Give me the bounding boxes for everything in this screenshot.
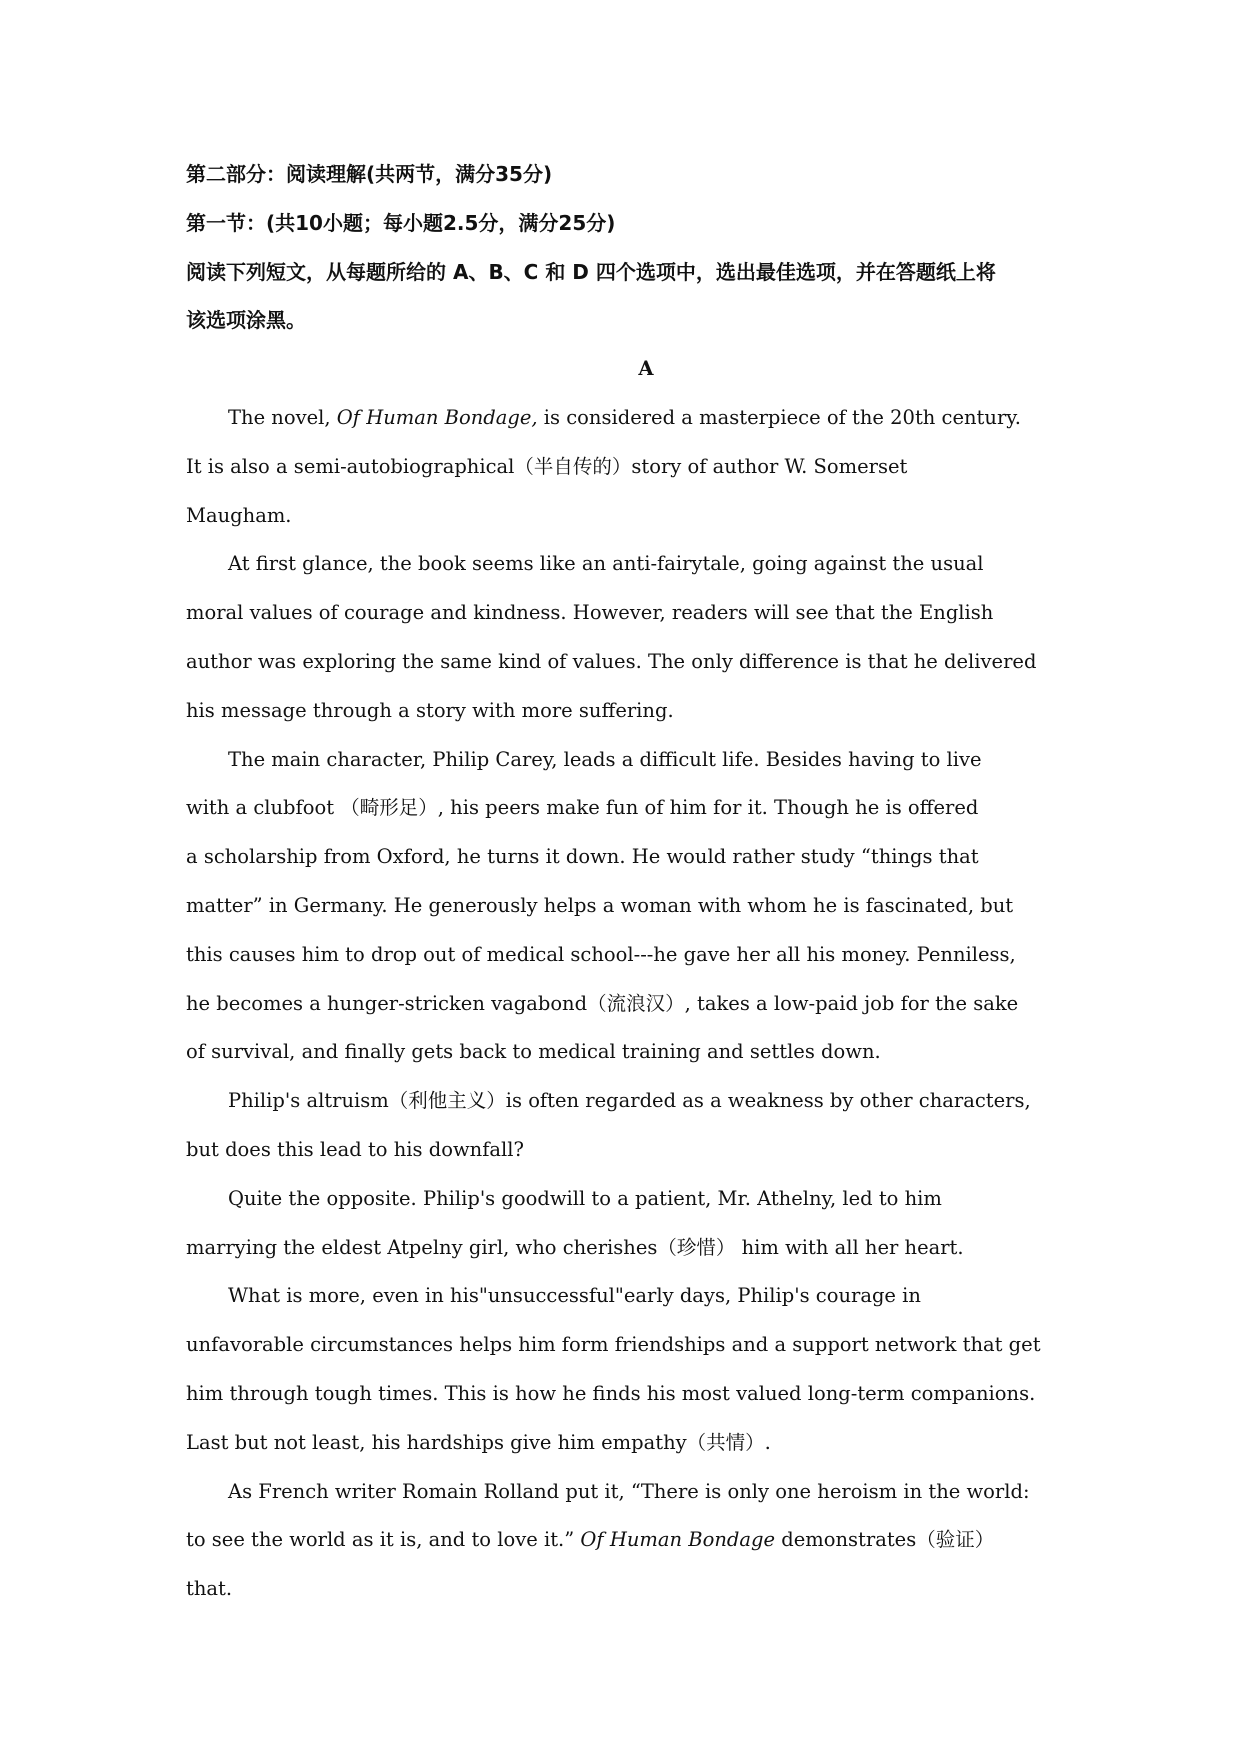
passage-text: Quite the opposite. Philip's goodwill to a patient, Mr. Athelny, led to him	[228, 1186, 942, 1210]
passage-line	[186, 1370, 1106, 1419]
document-page	[186, 150, 1106, 1614]
passage-line	[186, 882, 1106, 931]
passage-text: that.	[186, 1577, 233, 1601]
passage-text: a scholarship from Oxford, he turns it down. He would rather study “things that	[186, 845, 979, 869]
passage-line	[186, 589, 1106, 638]
passage-line	[186, 443, 1106, 492]
passage-line	[186, 492, 1106, 541]
passage-line	[186, 1224, 1106, 1273]
passage-line	[186, 833, 1106, 882]
book-title-italic: Of Human Bondage	[580, 1528, 776, 1552]
passage-text: is considered a masterpiece of the 20th century.	[537, 405, 1021, 429]
passage-text: of survival, and finally gets back to medical training and settles down.	[186, 1040, 881, 1064]
passage-line	[186, 980, 1106, 1029]
passage-line	[186, 1419, 1106, 1468]
passage-line	[186, 1028, 1106, 1077]
passage-text: Last but not least, his hardships give him empathy（共情）.	[186, 1430, 771, 1454]
passage-text: Philip's altruism（利他主义）is often regarded as a weakness by other characters,	[228, 1089, 1031, 1113]
passage-text: but does this lead to his downfall?	[186, 1137, 524, 1161]
passage-text: The main character, Philip Carey, leads a difficult life. Besides having to live	[228, 747, 982, 771]
section-title: 第一节：(共10小题；每小题2.5分，满分25分)	[186, 210, 616, 235]
passage-text: to see the world as it is, and to love it.”	[186, 1528, 581, 1552]
passage-text: It is also a semi-autobiographical（半自传的）story of author W. Somerset	[186, 454, 908, 478]
passage-letter: A	[638, 357, 654, 381]
passage-line	[186, 540, 1106, 589]
passage-line	[186, 1565, 1106, 1614]
part-title: 第二部分：阅读理解(共两节，满分35分)	[186, 162, 553, 186]
passage-text: demonstrates（验证）	[775, 1528, 995, 1552]
passage-text: with a clubfoot （畸形足）, his peers make fun of him for it. Though he is offered	[186, 796, 979, 820]
passage-text: moral values of courage and kindness. However, readers will see that the English	[186, 601, 994, 625]
passage-line	[186, 394, 1106, 443]
passage-line	[186, 1175, 1106, 1224]
passage-text: At first glance, the book seems like an anti-fairytale, going against the usual	[228, 552, 984, 576]
passage-line	[186, 1126, 1106, 1175]
passage-text: this causes him to drop out of medical school---he gave her all his money. Penniless,	[186, 942, 1016, 966]
passage-text: The novel,	[228, 405, 337, 429]
passage-line	[186, 1468, 1106, 1517]
instruction-line-2: 该选项涂黑。	[186, 308, 306, 333]
passage-line	[186, 638, 1106, 687]
passage-text: matter” in Germany. He generously helps a woman with whom he is fascinated, but	[186, 893, 1014, 917]
passage-text: him through tough times. This is how he finds his most valued long-term companions.	[186, 1381, 1036, 1405]
passage-text: he becomes a hunger-stricken vagabond（流浪汉）, takes a low-paid job for the sake	[186, 991, 1019, 1015]
passage-line	[186, 687, 1106, 736]
passage-line	[186, 1272, 1106, 1321]
passage-text: unfavorable circumstances helps him form friendships and a support network that get	[186, 1333, 1041, 1357]
passage-text: his message through a story with more suffering.	[186, 698, 674, 722]
passage-line	[186, 1516, 1106, 1565]
passage-line	[186, 736, 1106, 785]
book-title-italic: Of Human Bondage,	[336, 405, 538, 429]
passage-line	[186, 1077, 1106, 1126]
passage-body	[186, 394, 1106, 1614]
passage-text: author was exploring the same kind of values. The only difference is that he delivered	[186, 649, 1037, 673]
passage-line	[186, 931, 1106, 980]
passage-line	[186, 784, 1106, 833]
instruction-line-1: 阅读下列短文，从每题所给的 A、B、C 和 D 四个选项中，选出最佳选项，并在答题纸上将	[186, 259, 996, 284]
passage-text: marrying the eldest Atpelny girl, who cherishes（珍惜） him with all her heart.	[186, 1235, 964, 1259]
passage-text: Maugham.	[186, 503, 292, 527]
passage-text: What is more, even in his"unsuccessful"early days, Philip's courage in	[228, 1284, 921, 1308]
passage-line	[186, 1321, 1106, 1370]
passage-text: As French writer Romain Rolland put it, “There is only one heroism in the world:	[228, 1479, 1030, 1503]
